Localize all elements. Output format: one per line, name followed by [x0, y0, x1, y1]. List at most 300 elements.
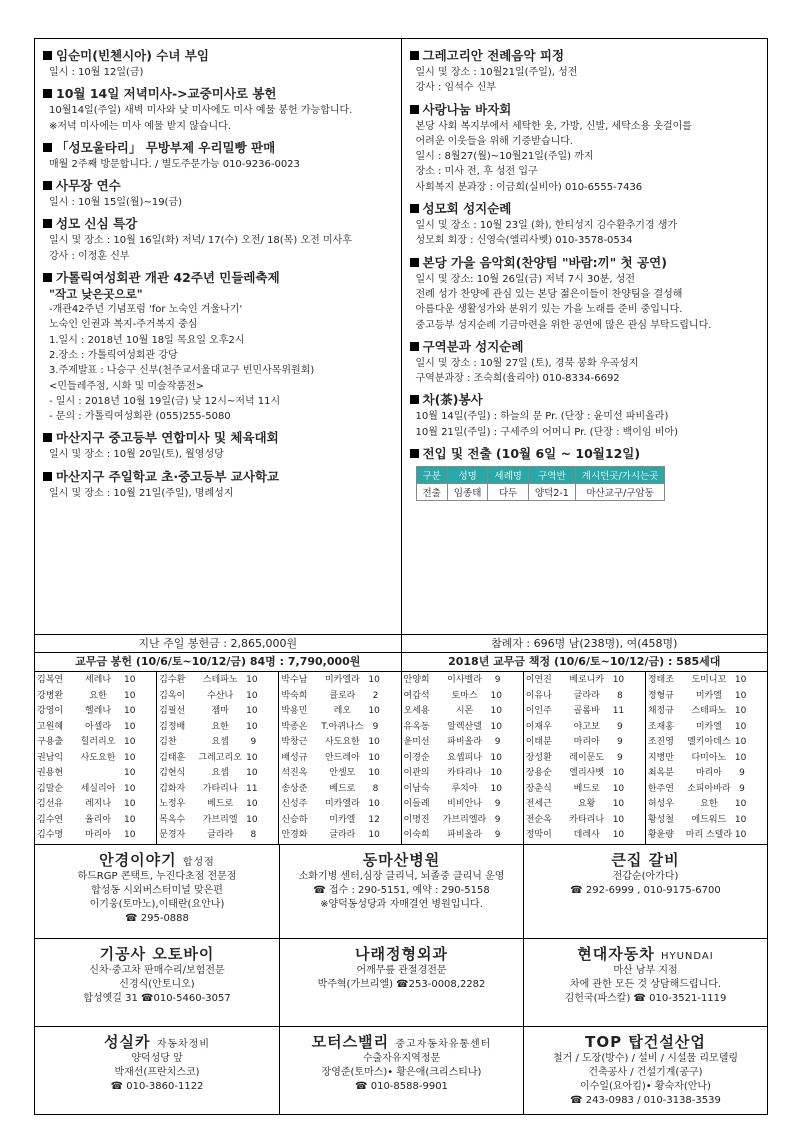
- donor-name: 구용출: [37, 737, 64, 747]
- baptismal-name: [72, 766, 124, 782]
- donor-count: 10: [124, 768, 136, 778]
- donor-count: 9: [494, 799, 501, 809]
- donor-row: [648, 689, 765, 705]
- donor-name: 신승하: [281, 814, 308, 825]
- donor-row: [526, 673, 643, 689]
- section-line: 노숙인 인권과 복지-주거복지 중심: [49, 319, 198, 331]
- left-notice-column: [35, 39, 401, 634]
- transfer-cell: 마산교구/구암동: [575, 484, 665, 501]
- section-line: 본당 사회 복지부에서 세탁한 옷, 가방, 신발, 세탁소용 옷걸이를: [415, 120, 692, 132]
- donor-row: [404, 828, 521, 844]
- transfer-table: [416, 466, 666, 501]
- donor-count: 10: [368, 737, 380, 747]
- baptismal-name: 요한: [89, 690, 107, 701]
- donor-name: 전세근: [525, 799, 552, 809]
- ad-tag: 합성점: [182, 857, 215, 868]
- transfer-header: 구분: [416, 467, 447, 484]
- section-line: 구역분과장 : 조숙희(율리아) 010-8334-6692: [415, 373, 620, 385]
- donor-count: 10: [124, 675, 136, 685]
- donor-name: 강병완: [37, 690, 64, 701]
- baptismal-name: 미카엘라: [324, 799, 360, 809]
- donor-name: 조재홍: [647, 721, 674, 732]
- transfer-cell: 전출: [416, 484, 447, 501]
- square-bullet-icon: [43, 433, 52, 442]
- donor-row: [281, 828, 398, 844]
- donor-count: 10: [612, 783, 625, 794]
- donor-row: [404, 720, 521, 736]
- donor-count: 10: [612, 675, 625, 685]
- baptismal-name: 마리아: [84, 830, 112, 840]
- section-subtitle: "작고 낮은곳으로": [49, 287, 143, 302]
- donor-row: [404, 813, 521, 829]
- ad-line: 차에 관한 모든 것 상담해드립니다.: [569, 979, 722, 990]
- donor-count: 10: [246, 799, 258, 809]
- donor-name: 허성우: [647, 799, 674, 809]
- ad-line: ☎ 295-0888: [125, 913, 189, 924]
- square-bullet-icon: [43, 273, 52, 282]
- donor-count: 10: [734, 737, 747, 747]
- donor-row: [159, 813, 276, 829]
- donor-count: 9: [372, 721, 379, 732]
- donor-row: [404, 751, 521, 767]
- baptismal-name: 카타리나: [447, 768, 482, 778]
- donor-name: 이경순: [403, 752, 430, 763]
- section-title-text: 성모회 성지순례: [422, 201, 512, 217]
- bulletin-notices: [34, 38, 768, 635]
- donor-row: [37, 735, 154, 751]
- baptismal-name: 요왕: [577, 799, 596, 809]
- ad-tag: 중고자동차유통센터: [395, 1039, 492, 1050]
- baptismal-name: 미카엘: [695, 721, 722, 732]
- baptismal-name: 가브리엘라: [442, 814, 487, 825]
- advertisements: [34, 845, 768, 1115]
- section-title: [410, 200, 760, 217]
- section-line: 일시 및 장소 : 10월 21일(주일), 명례성지: [49, 487, 234, 499]
- donor-name: 여갑석: [403, 690, 430, 701]
- ad-box: [523, 938, 767, 1026]
- donor-row: [159, 704, 276, 720]
- donor-name: 이인주: [525, 706, 552, 716]
- baptismal-name: 베드로: [207, 799, 234, 809]
- donor-count: 10: [246, 690, 258, 701]
- section-title-text: 가톨릭여성회관 개관 42주년 민들레축제: [56, 270, 280, 286]
- baptismal-name: 도미니꼬: [691, 675, 727, 685]
- donor-count: 10: [368, 675, 380, 685]
- donor-count: 10: [124, 799, 136, 809]
- donor-count: 10: [734, 706, 747, 716]
- donor-row: [526, 828, 643, 844]
- baptismal-name: 클로라: [329, 690, 356, 701]
- donor-name: 오세용: [403, 706, 430, 716]
- donor-name: 정막이: [525, 830, 552, 840]
- donor-count: 10: [246, 721, 258, 732]
- donor-count: 10: [490, 752, 502, 763]
- donor-row: [159, 828, 276, 844]
- section-title: [43, 429, 393, 446]
- donor-name: 이유나: [525, 690, 552, 701]
- donor-name: 이명진: [403, 814, 430, 825]
- square-bullet-icon: [43, 51, 52, 60]
- donor-column: [523, 672, 645, 844]
- section-line: 일시 : 8월27(월)~10월21일(주일) 까지: [415, 151, 594, 163]
- section-title: [43, 85, 393, 102]
- baptismal-name: 엘리사벳: [569, 768, 605, 778]
- donor-count: 10: [734, 752, 747, 763]
- donor-count: 10: [124, 830, 136, 840]
- ad-box: [35, 1026, 279, 1114]
- section-line: 일시 및 장소 : 10월 20일(토), 월영성당: [49, 449, 224, 461]
- donor-name: 김수명: [37, 830, 64, 840]
- donor-count: 10: [734, 721, 747, 732]
- donor-name: 박창근: [281, 737, 308, 747]
- section-title: [410, 391, 760, 408]
- donor-name: 지병만: [647, 752, 674, 763]
- donor-name: 권남익: [37, 752, 64, 763]
- section-line: 강사 : 임석수 신부: [415, 82, 497, 94]
- donor-row: [281, 797, 398, 813]
- baptismal-name: 안셀모: [329, 768, 356, 778]
- donor-row: [648, 751, 765, 767]
- donor-row: [281, 813, 398, 829]
- baptismal-name: 에드워드: [691, 814, 727, 825]
- baptismal-name: 그레고리오: [198, 752, 242, 763]
- donor-row: [281, 766, 398, 782]
- donor-count: 8: [616, 690, 623, 701]
- baptismal-name: 안드레아: [324, 752, 360, 763]
- donor-count: 10: [612, 768, 625, 778]
- square-bullet-icon: [410, 395, 419, 404]
- square-bullet-icon: [410, 105, 419, 114]
- square-bullet-icon: [410, 258, 419, 267]
- ad-line: ☎ 292-6999 , 010-9175-6700: [570, 885, 721, 896]
- donor-name: 장춘식: [525, 783, 552, 794]
- baptismal-name: 가타리나: [202, 783, 238, 794]
- ad-line: 이기웅(토마노),이태란(요안나): [89, 899, 225, 910]
- section-line: 어려운 이웃들을 위해 기증받습니다.: [415, 135, 574, 147]
- baptismal-name: 마리 스텔라: [685, 830, 733, 840]
- donor-name: 김정배: [159, 721, 186, 732]
- donor-row: [37, 797, 154, 813]
- section-title: [410, 101, 760, 118]
- donor-name: 전순옥: [525, 814, 552, 825]
- donor-row: [159, 766, 276, 782]
- donor-count: 10: [612, 830, 625, 840]
- ad-line: 합성동 시외버스터미널 맞은편: [91, 885, 223, 896]
- donor-count: 10: [246, 752, 258, 763]
- ad-box: [279, 938, 523, 1026]
- donor-count: 10: [246, 768, 258, 778]
- ad-name: [40, 1031, 274, 1052]
- section-title-text: 사무장 연수: [56, 178, 121, 194]
- section-title-text: 사랑나눔 바자회: [422, 101, 512, 117]
- donor-name: 김태훈: [159, 752, 186, 763]
- donor-name: 노정우: [159, 799, 186, 809]
- donor-name: 이태분: [525, 737, 552, 747]
- donor-count: 9: [739, 783, 745, 794]
- donor-name: 박용민: [281, 706, 308, 716]
- donation-summary: 교무금 봉헌 (10/6/토~10/12/금) 84명 : 7,790,000원: [75, 655, 361, 668]
- ad-box: [279, 1026, 523, 1114]
- donor-count: 11: [246, 783, 258, 794]
- section-line: -개관42주년 기념포럼 'for 노숙인 겨울나기': [49, 304, 243, 316]
- donor-count: 10: [368, 706, 380, 716]
- baptismal-name: 수산나: [207, 690, 234, 701]
- ad-box: [523, 845, 767, 938]
- baptismal-name: 가브리엘: [202, 814, 238, 825]
- baptismal-name: 레이문도: [569, 752, 605, 763]
- donor-row: [404, 735, 521, 751]
- donor-name: 채정규: [647, 706, 674, 716]
- section-title: [410, 47, 760, 64]
- ad-name-text: 기공사 오토바이: [99, 945, 215, 963]
- baptismal-name: 베드로: [329, 783, 356, 794]
- donor-name: 장성환: [525, 752, 552, 763]
- donor-name: 유옥동: [403, 721, 430, 732]
- section-line: - 일시 : 2018년 10월 19일(금) 낮 12시~저녁 11시: [49, 395, 281, 407]
- donor-name: 이숙희: [403, 830, 430, 840]
- donation-assessment: 2018년 교무금 책정 (10/6/토~10/12/금) : 585세대: [401, 653, 768, 671]
- donor-row: [281, 751, 398, 767]
- donor-name: 김선유: [37, 799, 64, 809]
- ad-name-text: 모터스밸리: [311, 1033, 390, 1051]
- section-line: 성모회 회장 : 신영숙(엘리사벳) 010-3578-0534: [415, 235, 633, 247]
- ad-line: ☎ 접수 : 290-5151, 예약 : 290-5158: [313, 885, 490, 896]
- donor-name: 조진영: [647, 737, 674, 747]
- donor-name: 고원혜: [37, 721, 64, 732]
- ad-box: [279, 845, 523, 938]
- square-bullet-icon: [410, 204, 419, 213]
- donor-row: [648, 813, 765, 829]
- donor-row: [648, 704, 765, 720]
- ad-name: [285, 849, 518, 870]
- donor-row: [404, 782, 521, 798]
- square-bullet-icon: [410, 51, 419, 60]
- section-title-text: 「성모울타리」 무방부제 우리밀빵 판매: [56, 139, 276, 155]
- donor-name: 송상준: [281, 783, 308, 794]
- donor-row: [404, 704, 521, 720]
- donor-count: 10: [612, 814, 625, 825]
- baptismal-name: 야고보: [573, 721, 600, 732]
- donor-list: [34, 672, 768, 845]
- ad-line: 소화기병 센터,심장 클리닉, 뇌졸중 클리닉 운영: [298, 871, 505, 882]
- baptismal-name: 요한: [700, 799, 718, 809]
- baptismal-name: 요셉피나: [447, 752, 482, 763]
- section-title: [43, 177, 393, 194]
- donor-count: 10: [490, 706, 502, 716]
- section-title: [410, 338, 760, 355]
- donor-count: 10: [734, 690, 747, 701]
- donor-name: 정태조: [647, 675, 674, 685]
- donor-row: [404, 766, 521, 782]
- donor-row: [37, 766, 154, 782]
- donor-count: 10: [734, 799, 747, 809]
- donor-count: 10: [368, 799, 380, 809]
- baptismal-name: 데레사: [573, 830, 600, 840]
- section-title-text: 마산지구 중고등부 연합미사 및 체육대회: [56, 430, 279, 446]
- transfer-cell: 임종태: [447, 484, 488, 501]
- donor-name: 박종온: [281, 721, 308, 732]
- section-line: 10월 14일(주일) : 하늘의 문 Pr. (단장 : 윤미선 파비올라): [415, 411, 669, 423]
- section-line: 일시 및 장소 : 10월 27일 (토), 경북 봉화 우곡성지: [415, 357, 639, 369]
- donor-row: [159, 751, 276, 767]
- ad-line: ☎ 010-8588-9901: [355, 1081, 448, 1092]
- baptismal-name: 골롬바: [573, 706, 600, 716]
- donor-column: [156, 672, 278, 844]
- donor-name: 석진옥: [281, 768, 308, 778]
- section-line: 3.주제발표 : 나승구 신부(천주교서울대교구 빈민사목위원회): [49, 365, 315, 377]
- donor-row: [37, 720, 154, 736]
- section-line: 중고등부 성지순례 기금마련을 위한 공연에 많은 관심 부탁드립니다.: [415, 319, 712, 331]
- ad-name: [40, 943, 274, 964]
- section-line: 아름다운 생활성가와 분위기 있는 가을 노래를 준비 중입니다.: [415, 304, 683, 316]
- donor-row: [281, 689, 398, 705]
- section-line: 강사 : 이정훈 신부: [49, 250, 130, 262]
- baptismal-name: 마리아: [573, 737, 600, 747]
- section-title-text: 10월 14일 저녁미사->교중미사로 봉헌: [56, 86, 277, 102]
- donor-name: 한주연: [647, 783, 674, 794]
- donor-row: [526, 689, 643, 705]
- donation-header: [34, 653, 768, 672]
- ad-line: ☎ 243-0983 / 010-3138-3539: [570, 1095, 721, 1106]
- donor-count: 10: [124, 690, 136, 701]
- section-title: [43, 47, 393, 64]
- ad-name-text: 현대자동차: [577, 945, 655, 963]
- ad-box: [523, 1026, 767, 1114]
- square-bullet-icon: [43, 143, 52, 152]
- section-line: 장소 : 미사 전, 후 성전 입구: [415, 166, 538, 178]
- section-line: 사회복지 분과장 : 이금희(실비아) 010-6555-7436: [415, 181, 643, 193]
- ad-name-text: 큰집 갈비: [611, 851, 680, 869]
- donor-name: 신성주: [281, 799, 308, 809]
- donor-count: 9: [616, 752, 623, 763]
- section-title-text: 성모 신심 특강: [56, 216, 138, 232]
- donor-name: 강영이: [37, 706, 64, 716]
- donor-count: 10: [368, 830, 380, 840]
- donor-row: [404, 673, 521, 689]
- ad-name: [285, 1031, 518, 1052]
- baptismal-name: 파비올라: [447, 737, 482, 747]
- baptismal-name: 소피아바라: [687, 783, 731, 794]
- baptismal-name: 스테파노: [202, 675, 238, 685]
- attendance-count: 참례자 : 696명 남(238명), 여(458명): [401, 635, 768, 652]
- donor-count: 9: [494, 830, 501, 840]
- donor-count: 10: [490, 721, 502, 732]
- donor-name: 목옥수: [159, 814, 186, 825]
- donor-row: [159, 735, 276, 751]
- donor-name: 김수환: [159, 675, 186, 685]
- square-bullet-icon: [43, 181, 52, 190]
- ad-name: [40, 849, 274, 870]
- ad-name-text: 안경이야기: [99, 851, 177, 869]
- baptismal-name: 세레나: [84, 675, 112, 685]
- transfer-header: 계시던곳/가시는곳: [575, 467, 665, 484]
- baptismal-name: 이사벨라: [447, 675, 482, 685]
- donor-row: [281, 735, 398, 751]
- section-line: - 문의 : 가톨릭여성회관 (055)255-5080: [49, 411, 231, 423]
- donor-count: 2: [372, 690, 379, 701]
- ad-name: [285, 943, 518, 964]
- donor-row: [404, 689, 521, 705]
- square-bullet-icon: [43, 472, 52, 481]
- baptismal-name: 시몬: [455, 706, 474, 716]
- donor-row: [37, 673, 154, 689]
- baptismal-name: 미카엘: [329, 814, 356, 825]
- donor-name: 안양희: [403, 675, 430, 685]
- donor-count: 10: [124, 783, 136, 794]
- transfer-header: 성명: [447, 467, 488, 484]
- ad-line: 수출자유지역정문: [362, 1053, 441, 1064]
- square-bullet-icon: [43, 89, 52, 98]
- baptismal-name: 사도요한: [80, 752, 116, 763]
- donor-row: [159, 673, 276, 689]
- section-title: [410, 445, 760, 462]
- donor-row: [159, 797, 276, 813]
- section-line: 1.일시 : 2018년 10월 18일 목요일 오후2시: [49, 334, 245, 346]
- baptismal-name: 사도요한: [324, 737, 360, 747]
- ad-line: 장영준(토마스)• 황은애(크리스티나): [321, 1067, 482, 1078]
- donor-name: 이남숙: [403, 783, 430, 794]
- ad-box: [35, 845, 279, 938]
- donor-count: 10: [246, 675, 258, 685]
- ad-line: 양덕성당 앞: [131, 1053, 183, 1064]
- donor-column: [645, 672, 767, 844]
- ad-line: 김헌국(파스칼) ☎ 010-3521-1119: [564, 993, 727, 1004]
- donor-name: 김화자: [159, 783, 186, 794]
- donor-count: 8: [250, 830, 257, 840]
- square-bullet-icon: [43, 219, 52, 228]
- donor-count: 10: [734, 814, 747, 825]
- section-line: 일시 및 장소 : 10월21일(주일), 성전: [415, 67, 578, 78]
- ad-name-text: TOP 탑건설산업: [585, 1033, 706, 1051]
- baptismal-name: 멜키아데스: [687, 737, 731, 747]
- baptismal-name: 레지나: [84, 799, 112, 809]
- section-title-text: 그레고리안 전례음악 피정: [422, 48, 565, 63]
- baptismal-name: 글라라: [207, 830, 234, 840]
- ad-name: [529, 1031, 762, 1052]
- transfer-header: 구역반: [528, 467, 575, 484]
- donor-name: 김말순: [37, 783, 64, 794]
- donor-name: 안경화: [281, 830, 308, 840]
- donor-count: 10: [490, 768, 502, 778]
- donor-row: [526, 782, 643, 798]
- donor-name: 장용순: [525, 768, 552, 778]
- donor-row: [37, 782, 154, 798]
- donor-name: 황성철: [647, 814, 674, 825]
- section-title-text: 차(茶)봉사: [422, 392, 483, 408]
- section-line: 일시 및 장소 : 10월 23일 (화), 한티성지 김수환추기경 생가: [415, 220, 678, 232]
- donor-count: 12: [368, 814, 380, 825]
- ad-name-text: 나래정형외과: [355, 945, 448, 963]
- baptismal-name: 베드로: [573, 783, 600, 794]
- donor-count: 9: [616, 721, 623, 732]
- baptismal-name: 요한: [211, 721, 229, 732]
- ad-line: 어깨무릎 관절경전문: [356, 965, 447, 976]
- baptismal-name: 비비안나: [447, 799, 482, 809]
- section-title-text: 구역분과 성지순례: [422, 338, 524, 354]
- ad-line: ☎ 010-3860-1122: [110, 1081, 204, 1092]
- donor-row: [159, 782, 276, 798]
- baptismal-name: 율리아: [84, 814, 112, 825]
- donor-name: 김수연: [37, 814, 64, 825]
- ad-line: 철거 / 도장(방수) / 설비 / 시설물 리모델링: [552, 1053, 739, 1064]
- baptismal-name: 헬레나: [84, 706, 112, 716]
- baptismal-name: 카타리나: [569, 814, 605, 825]
- baptismal-name: 힐러리오: [80, 737, 116, 747]
- donor-column: [278, 672, 400, 844]
- donor-count: 9: [250, 737, 257, 747]
- section-line: 10월 21일(주일) : 구세주의 어머니 Pr. (단장 : 백이임 비아): [415, 426, 679, 438]
- ad-line: 박주혁(가브리엘) ☎253-0008,2282: [317, 979, 486, 990]
